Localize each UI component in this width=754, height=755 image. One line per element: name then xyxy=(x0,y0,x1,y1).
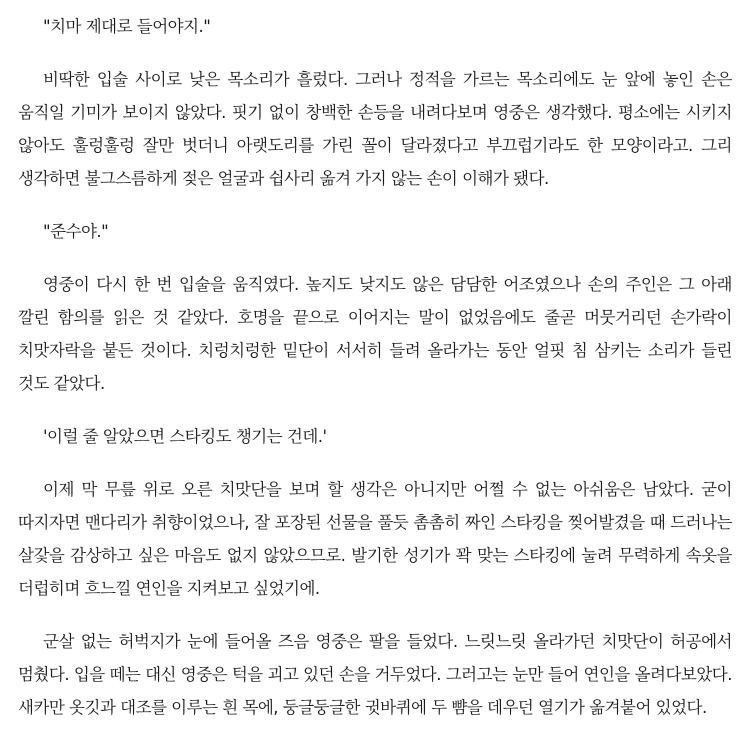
paragraph-6: 이제 막 무릎 위로 오른 치맛단을 보며 할 생각은 아니지만 어쩔 수 없는 아쉬움은 남았다. 굳이 따지자면 맨다리가 취향이었으나, 잘 포장된 선물을 풀듯 촘촘히 짜인 스타킹을 찢어발겼을 때 드러나는 살갗을 감상하고 싶은 마음도 없지 않았으므로. 발기한 성기가 꽉 맞는 스타킹에 눌려 무력하게 속옷을 더럽히며 흐느낄 연인을 지켜보고 싶었기에. xyxy=(18,480,732,598)
paragraph-7: 군살 없는 허벅지가 눈에 들어올 즈음 영중은 팔을 들었다. 느릿느릿 올라가던 치맛단이 허공에서 멈췄다. 입을 떼는 대신 영중은 턱을 괴고 있던 손을 거두었다. 그러고는 눈만 들어 연인을 올려다보았다. 새카만 옷깃과 대조를 이루는 흰 목에, 둥글둥글한 귓바퀴에 두 뺨을 데우던 열기가 옮겨붙어 있었다. xyxy=(18,632,732,717)
paragraph-5: '이럴 줄 알았으면 스타킹도 챙기는 건데.' xyxy=(43,427,327,446)
paragraph-1: "치마 제대로 들어야지." xyxy=(43,17,211,36)
paragraph-4: 영중이 다시 한 번 입술을 움직였다. 높지도 낮지도 않은 담담한 어조였으나 손의 주인은 그 아래 깔린 함의를 읽은 것 같았다. 호명을 끝으로 이어지는 말이 없었음에도 줄곧 머뭇거리던 손가락이 치맛자락을 붙든 것이다. 치렁치렁한 밑단이 서서히 들려 올라가는 동안 얼핏 침 삼키는 소리가 들린 것도 같았다. xyxy=(18,275,732,393)
paragraph-3: "준수야." xyxy=(43,222,109,241)
paragraph-2: 비딱한 입술 사이로 낮은 목소리가 흘렀다. 그러나 정적을 가르는 목소리에도 눈 앞에 놓인 손은 움직일 기미가 보이지 않았다. 핏기 없이 창백한 손등을 내려다보며 영중은 생각했다. 평소에는 시키지 않아도 훌렁훌렁 잘만 벗더니 아랫도리를 가린 꼴이 달라졌다고 부끄럽기라도 한 모양이라고. 그리 생각하면 불그스름하게 젖은 얼굴과 쉽사리 옮겨 가지 않는 손이 이해가 됐다. xyxy=(18,70,732,188)
